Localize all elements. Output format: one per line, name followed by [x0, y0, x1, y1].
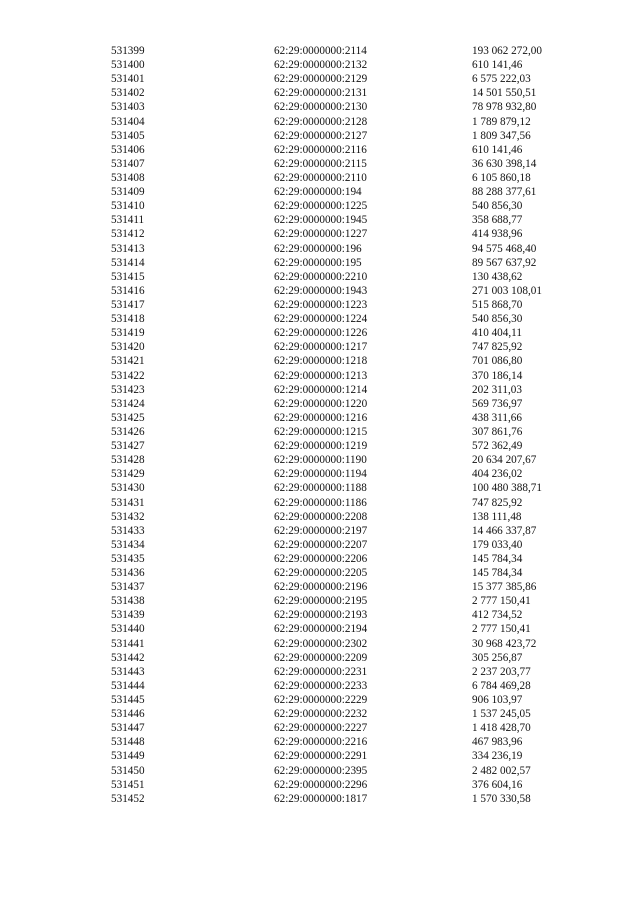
row-number: 531424: [111, 397, 145, 410]
row-number: 531400: [111, 59, 145, 72]
row-number: 531435: [111, 552, 145, 565]
row-number: 531426: [111, 425, 145, 438]
cadastral-number: 62:29:0000000:1213: [274, 369, 368, 382]
cadastral-number: 62:29:0000000:1227: [274, 228, 368, 241]
cadastral-value: 515 868,70: [472, 298, 523, 311]
table-row: [0, 354, 640, 368]
cadastral-value: 100 480 388,71: [472, 482, 542, 495]
table-row: [0, 326, 640, 340]
table-row: [0, 792, 640, 806]
table-row: [0, 510, 640, 524]
table-row: [0, 171, 640, 185]
table-row: [0, 143, 640, 157]
cadastral-value: 404 236,02: [472, 468, 523, 481]
cadastral-value: 358 688,77: [472, 214, 523, 227]
cadastral-number: 62:29:0000000:1226: [274, 327, 368, 340]
cadastral-value: 2 482 002,57: [472, 764, 531, 777]
row-number: 531442: [111, 651, 145, 664]
row-number: 531401: [111, 73, 145, 86]
row-number: 531405: [111, 129, 145, 142]
table-row: [0, 665, 640, 679]
cadastral-number: 62:29:0000000:2131: [274, 87, 368, 100]
cadastral-value: 540 856,30: [472, 313, 523, 326]
row-number: 531413: [111, 242, 145, 255]
cadastral-value: 610 141,46: [472, 59, 523, 72]
cadastral-value: 1 537 245,05: [472, 708, 531, 721]
table-row: [0, 637, 640, 651]
cadastral-number: 62:29:0000000:1945: [274, 214, 368, 227]
table-row: [0, 608, 640, 622]
table-row: [0, 44, 640, 58]
row-number: 531411: [111, 214, 145, 227]
cadastral-number: 62:29:0000000:2209: [274, 651, 368, 664]
row-number: 531421: [111, 355, 145, 368]
cadastral-value: 30 968 423,72: [472, 637, 537, 650]
table-row: [0, 115, 640, 129]
table-row: [0, 369, 640, 383]
table-row: [0, 566, 640, 580]
cadastral-number: 62:29:0000000:2130: [274, 101, 368, 114]
table-row: [0, 496, 640, 510]
cadastral-value-table: [0, 44, 640, 806]
table-row: [0, 679, 640, 693]
row-number: 531441: [111, 637, 145, 650]
row-number: 531436: [111, 567, 145, 580]
cadastral-value: 1 570 330,58: [472, 792, 531, 805]
table-row: [0, 340, 640, 354]
table-row: [0, 242, 640, 256]
row-number: 531447: [111, 722, 145, 735]
cadastral-value: 1 418 428,70: [472, 722, 531, 735]
cadastral-value: 701 086,80: [472, 355, 523, 368]
cadastral-number: 62:29:0000000:1224: [274, 313, 368, 326]
cadastral-number: 62:29:0000000:2116: [274, 143, 367, 156]
cadastral-number: 62:29:0000000:2129: [274, 73, 368, 86]
table-row: [0, 185, 640, 199]
table-row: [0, 524, 640, 538]
cadastral-value: 569 736,97: [472, 397, 523, 410]
cadastral-number: 62:29:0000000:1225: [274, 200, 368, 213]
cadastral-number: 62:29:0000000:1218: [274, 355, 368, 368]
cadastral-number: 62:29:0000000:2233: [274, 679, 368, 692]
table-row: [0, 552, 640, 566]
table-row: [0, 594, 640, 608]
cadastral-number: 62:29:0000000:2128: [274, 115, 368, 128]
table-row: [0, 425, 640, 439]
cadastral-number: 62:29:0000000:1194: [274, 468, 367, 481]
row-number: 531437: [111, 581, 145, 594]
cadastral-number: 62:29:0000000:2197: [274, 524, 368, 537]
table-row: [0, 284, 640, 298]
table-row: [0, 157, 640, 171]
cadastral-number: 62:29:0000000:2302: [274, 637, 368, 650]
table-row: [0, 580, 640, 594]
row-number: 531417: [111, 298, 145, 311]
table-row: [0, 129, 640, 143]
cadastral-value: 145 784,34: [472, 567, 523, 580]
cadastral-value: 89 567 637,92: [472, 256, 537, 269]
cadastral-value: 138 111,48: [472, 510, 522, 523]
cadastral-number: 62:29:0000000:2110: [274, 171, 367, 184]
table-row: [0, 467, 640, 481]
cadastral-value: 1 789 879,12: [472, 115, 531, 128]
cadastral-number: 62:29:0000000:2193: [274, 609, 368, 622]
table-row: [0, 749, 640, 763]
table-row: [0, 651, 640, 665]
cadastral-number: 62:29:0000000:2205: [274, 567, 368, 580]
cadastral-value: 193 062 272,00: [472, 45, 542, 57]
table-row: [0, 397, 640, 411]
table-row: [0, 778, 640, 792]
table-row: [0, 693, 640, 707]
table-row: [0, 58, 640, 72]
cadastral-value: 6 575 222,03: [472, 73, 531, 86]
cadastral-value: 20 634 207,67: [472, 454, 537, 467]
row-number: 531407: [111, 157, 145, 170]
cadastral-value: 438 311,66: [472, 411, 522, 424]
table-row: [0, 411, 640, 425]
cadastral-value: 305 256,87: [472, 651, 523, 664]
row-number: 531410: [111, 200, 145, 213]
row-number: 531450: [111, 764, 145, 777]
row-number: 531415: [111, 270, 145, 283]
table-row: [0, 100, 640, 114]
cadastral-number: 62:29:0000000:1186: [274, 496, 367, 509]
row-number: 531448: [111, 736, 145, 749]
cadastral-value: 906 103,97: [472, 694, 523, 707]
cadastral-value: 307 861,76: [472, 425, 523, 438]
cadastral-value: 747 825,92: [472, 496, 523, 509]
cadastral-number: 62:29:0000000:2216: [274, 736, 368, 749]
row-number: 531429: [111, 468, 145, 481]
cadastral-number: 62:29:0000000:1817: [274, 792, 368, 805]
row-number: 531430: [111, 482, 145, 495]
row-number: 531418: [111, 313, 145, 326]
row-number: 531425: [111, 411, 145, 424]
row-number: 531443: [111, 665, 145, 678]
cadastral-number: 62:29:0000000:2127: [274, 129, 368, 142]
table-row: [0, 199, 640, 213]
cadastral-value: 2 777 150,41: [472, 623, 531, 636]
cadastral-value: 78 978 932,80: [472, 101, 537, 114]
cadastral-number: 62:29:0000000:2227: [274, 722, 368, 735]
row-number: 531451: [111, 778, 145, 791]
row-number: 531403: [111, 101, 145, 114]
row-number: 531449: [111, 750, 145, 763]
cadastral-number: 62:29:0000000:2296: [274, 778, 368, 791]
cadastral-number: 62:29:0000000:194: [274, 186, 362, 199]
row-number: 531409: [111, 186, 145, 199]
cadastral-number: 62:29:0000000:1215: [274, 425, 368, 438]
cadastral-number: 62:29:0000000:1223: [274, 298, 368, 311]
row-number: 531446: [111, 708, 145, 721]
cadastral-number: 62:29:0000000:1220: [274, 397, 368, 410]
row-number: 531427: [111, 440, 145, 453]
row-number: 531416: [111, 284, 145, 297]
table-row: [0, 72, 640, 86]
cadastral-number: 62:29:0000000:2210: [274, 270, 368, 283]
row-number: 531402: [111, 87, 145, 100]
cadastral-number: 62:29:0000000:2132: [274, 59, 368, 72]
cadastral-value: 1 809 347,56: [472, 129, 531, 142]
table-row: [0, 227, 640, 241]
cadastral-number: 62:29:0000000:2115: [274, 157, 367, 170]
cadastral-number: 62:29:0000000:1188: [274, 482, 367, 495]
table-row: [0, 312, 640, 326]
row-number: 531399: [111, 45, 145, 57]
cadastral-number: 62:29:0000000:2114: [274, 45, 367, 57]
cadastral-number: 62:29:0000000:2206: [274, 552, 368, 565]
row-number: 531408: [111, 171, 145, 184]
row-number: 531445: [111, 694, 145, 707]
table-row: [0, 622, 640, 636]
cadastral-value: 334 236,19: [472, 750, 523, 763]
cadastral-value: 610 141,46: [472, 143, 523, 156]
row-number: 531431: [111, 496, 145, 509]
cadastral-number: 62:29:0000000:196: [274, 242, 362, 255]
cadastral-number: 62:29:0000000:1190: [274, 454, 367, 467]
table-row: [0, 453, 640, 467]
cadastral-number: 62:29:0000000:1219: [274, 440, 368, 453]
row-number: 531433: [111, 524, 145, 537]
table-row: [0, 538, 640, 552]
row-number: 531440: [111, 623, 145, 636]
cadastral-value: 6 784 469,28: [472, 679, 531, 692]
cadastral-value: 376 604,16: [472, 778, 523, 791]
cadastral-number: 62:29:0000000:195: [274, 256, 362, 269]
row-number: 531414: [111, 256, 145, 269]
row-number: 531423: [111, 383, 145, 396]
row-number: 531444: [111, 679, 145, 692]
cadastral-value: 271 003 108,01: [472, 284, 542, 297]
cadastral-value: 179 033,40: [472, 538, 523, 551]
cadastral-value: 414 938,96: [472, 228, 523, 241]
cadastral-value: 2 777 150,41: [472, 595, 531, 608]
row-number: 531432: [111, 510, 145, 523]
table-row: [0, 721, 640, 735]
cadastral-number: 62:29:0000000:2395: [274, 764, 368, 777]
table-row: [0, 707, 640, 721]
cadastral-number: 62:29:0000000:1217: [274, 341, 368, 354]
table-row: [0, 256, 640, 270]
cadastral-value: 6 105 860,18: [472, 171, 531, 184]
row-number: 531404: [111, 115, 145, 128]
cadastral-value: 412 734,52: [472, 609, 523, 622]
table-row: [0, 764, 640, 778]
row-number: 531419: [111, 327, 145, 340]
row-number: 531452: [111, 792, 145, 805]
table-row: [0, 213, 640, 227]
row-number: 531439: [111, 609, 145, 622]
table-row: [0, 735, 640, 749]
cadastral-value: 540 856,30: [472, 200, 523, 213]
cadastral-value: 2 237 203,77: [472, 665, 531, 678]
table-row: [0, 439, 640, 453]
cadastral-value: 572 362,49: [472, 440, 523, 453]
cadastral-value: 14 501 550,51: [472, 87, 537, 100]
row-number: 531434: [111, 538, 145, 551]
table-row: [0, 481, 640, 495]
table-row: [0, 298, 640, 312]
cadastral-value: 467 983,96: [472, 736, 523, 749]
row-number: 531406: [111, 143, 145, 156]
cadastral-value: 15 377 385,86: [472, 581, 537, 594]
cadastral-value: 747 825,92: [472, 341, 523, 354]
cadastral-number: 62:29:0000000:1216: [274, 411, 368, 424]
row-number: 531438: [111, 595, 145, 608]
cadastral-value: 145 784,34: [472, 552, 523, 565]
cadastral-number: 62:29:0000000:2194: [274, 623, 368, 636]
row-number: 531428: [111, 454, 145, 467]
cadastral-number: 62:29:0000000:2229: [274, 694, 368, 707]
cadastral-number: 62:29:0000000:2196: [274, 581, 368, 594]
cadastral-number: 62:29:0000000:2232: [274, 708, 368, 721]
table-row: [0, 86, 640, 100]
cadastral-value: 14 466 337,87: [472, 524, 537, 537]
cadastral-value: 36 630 398,14: [472, 157, 537, 170]
cadastral-number: 62:29:0000000:1214: [274, 383, 368, 396]
cadastral-number: 62:29:0000000:2195: [274, 595, 368, 608]
cadastral-value: 94 575 468,40: [472, 242, 537, 255]
row-number: 531422: [111, 369, 145, 382]
cadastral-value: 88 288 377,61: [472, 186, 537, 199]
cadastral-value: 370 186,14: [472, 369, 523, 382]
cadastral-number: 62:29:0000000:2207: [274, 538, 368, 551]
cadastral-value: 202 311,03: [472, 383, 522, 396]
row-number: 531412: [111, 228, 145, 241]
cadastral-value: 410 404,11: [472, 327, 522, 340]
row-number: 531420: [111, 341, 145, 354]
cadastral-number: 62:29:0000000:1943: [274, 284, 368, 297]
table-row: [0, 270, 640, 284]
cadastral-number: 62:29:0000000:2208: [274, 510, 368, 523]
cadastral-number: 62:29:0000000:2291: [274, 750, 368, 763]
cadastral-number: 62:29:0000000:2231: [274, 665, 368, 678]
cadastral-value: 130 438,62: [472, 270, 523, 283]
table-row: [0, 383, 640, 397]
